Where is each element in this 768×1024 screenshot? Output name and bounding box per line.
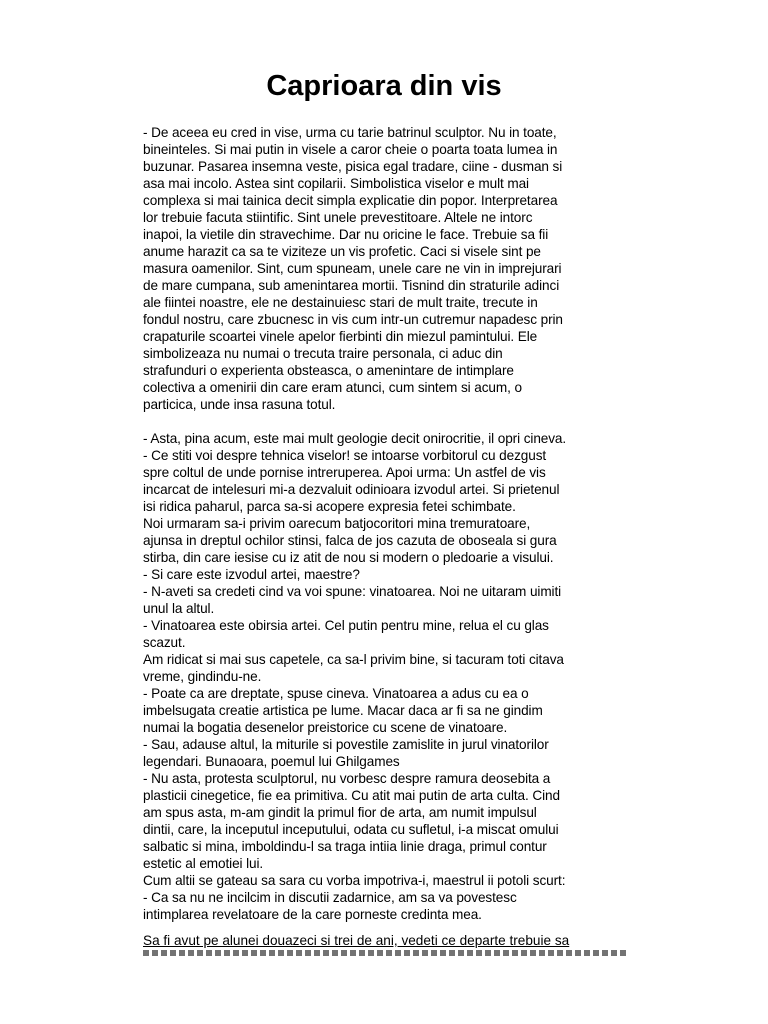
text-line: imbelsugata creatie artistica pe lume. Macar daca ar fi sa ne gindim <box>143 703 543 718</box>
text-line: unul la altul. <box>143 601 215 616</box>
document-last-line: Sa fi avut pe alunei douazeci si trei de ani, vedeti ce departe trebuie sa <box>143 933 570 948</box>
text-line: inapoi, la vietile din stravechime. Dar nu oricine le face. Trebuie sa fii <box>143 227 549 242</box>
text-line: particica, unde insa rasuna totul. <box>143 397 336 412</box>
text-line: - Si care este izvodul artei, maestre? <box>143 567 360 582</box>
text-line: incarcat de intelesuri mi-a dezvaluit odinioara izvodul artei. Si prietenul <box>143 482 560 497</box>
text-line: dintii, care, la inceputul inceputului, odata cu sufletul, i-a miscat omului <box>143 822 559 837</box>
text-line: estetic al emotiei lui. <box>143 856 264 871</box>
text-line: colectiva a omenirii din care eram atunci, cum sintem si acum, o <box>143 380 522 395</box>
text-line: - Poate ca are dreptate, spuse cineva. Vinatoarea a adus cu ea o <box>143 686 529 701</box>
text-line: - Ca sa nu ne incilcim in discutii zadarnice, am sa va povestesc <box>143 890 517 905</box>
document-body <box>143 124 633 923</box>
text-line: Noi urmaram sa-i privim oarecum batjocoritori mina tremuratoare, <box>143 516 531 531</box>
text-line: spre coltul de unde pornise intreruperea. Apoi urma: Un astfel de vis <box>143 465 546 480</box>
paragraph-gap <box>143 413 633 430</box>
text-line: Cum altii se gateau sa sara cu vorba impotriva-i, maestrul ii potoli scurt: <box>143 873 566 888</box>
text-line: ale fiintei noastre, ele ne destainuiesc stari de mult traite, trecute in <box>143 295 538 310</box>
text-line: de mare cumpana, sub amenintarea mortii. Tisnind din straturile adinci <box>143 278 560 293</box>
text-line: numai la bogatia desenelor preistorice cu scene de vinatoare. <box>143 720 508 735</box>
text-line: bineinteles. Si mai putin in visele a caror cheie o poarta toata lumea in <box>143 142 558 157</box>
paragraph <box>143 124 633 413</box>
text-line: - Nu asta, protesta sculptorul, nu vorbesc despre ramura deosebita a <box>143 771 551 786</box>
text-line: fondul nostru, care zbucnesc in vis cum intr-un cutremur napadesc prin <box>143 312 563 327</box>
text-line: - N-aveti sa credeti cind va voi spune: vinatoarea. Noi ne uitaram uimiti <box>143 584 562 599</box>
text-line: lor trebuie facuta stiintific. Sint unele prevestitoare. Altele ne intorc <box>143 210 533 225</box>
text-line: asa mai incolo. Astea sint copilarii. Simbolistica viselor e mult mai <box>143 176 529 191</box>
text-line: ajunsa in dreptul ochilor stinsi, falca de jos cazuta de oboseala si gura <box>143 533 557 548</box>
text-line: buzunar. Pasarea insemna veste, pisica egal tradare, ciine - dusman si <box>143 159 563 174</box>
text-line: plasticii cinegetice, fie ea primitiva. Cu atit mai putin de arta culta. Cind <box>143 788 560 803</box>
paragraph <box>143 430 633 923</box>
text-line: - Vinatoarea este obirsia artei. Cel putin pentru mine, relua el cu glas <box>143 618 549 633</box>
text-line: Am ridicat si mai sus capetele, ca sa-l privim bine, si tacuram toti citava <box>143 652 564 667</box>
text-line: - Ce stiti voi despre tehnica viselor! se intoarse vorbitorul cu dezgust <box>143 448 547 463</box>
text-line: stirba, din care iesise cu iz atit de nou si modern o pledoarie a visului. <box>143 550 554 565</box>
document-title: Caprioara din vis <box>266 70 502 102</box>
text-line: am spus asta, m-am gindit la primul fior de arta, am numit impulsul <box>143 805 537 820</box>
text-line: crapaturile scoartei vinele apelor fierbinti din miezul pamintului. Ele <box>143 329 538 344</box>
text-line: complexa si mai tainica decit simpla explicatie din popor. Interpretarea <box>143 193 558 208</box>
text-line: masura oamenilor. Sint, cum spuneam, unele care ne vin in imprejurari <box>143 261 562 276</box>
text-line: simbolizeaza nu numai o trecuta traire personala, ci aduc din <box>143 346 503 361</box>
text-line: - Sau, adause altul, la miturile si povestile zamislite in jurul vinatorilor <box>143 737 549 752</box>
text-line: anume harazit ca sa te viziteze un vis profetic. Caci si visele sint pe <box>143 244 541 259</box>
text-line: - De aceea eu cred in vise, urma cu tarie batrinul sculptor. Nu in toate, <box>143 125 557 140</box>
text-line: isi ridica paharul, parca sa-si acopere expresia fetei schimbate. <box>143 499 516 514</box>
text-line: intimplarea revelatoare de la care porneste credinta mea. <box>143 907 482 922</box>
text-line: vreme, gindindu-ne. <box>143 669 262 684</box>
text-line: scazut. <box>143 635 186 650</box>
text-line: legendari. Bunaoara, poemul lui Ghilgames <box>143 754 400 769</box>
page-cutoff-edge <box>143 950 627 956</box>
text-line: salbatic si mina, imboldindu-l sa traga intiia linie draga, primul contur <box>143 839 547 854</box>
text-line: strafunduri o experienta obsteasca, o amenintare de intimplare <box>143 363 514 378</box>
text-line: - Asta, pina acum, este mai mult geologie decit onirocritie, il opri cineva. <box>143 431 567 446</box>
